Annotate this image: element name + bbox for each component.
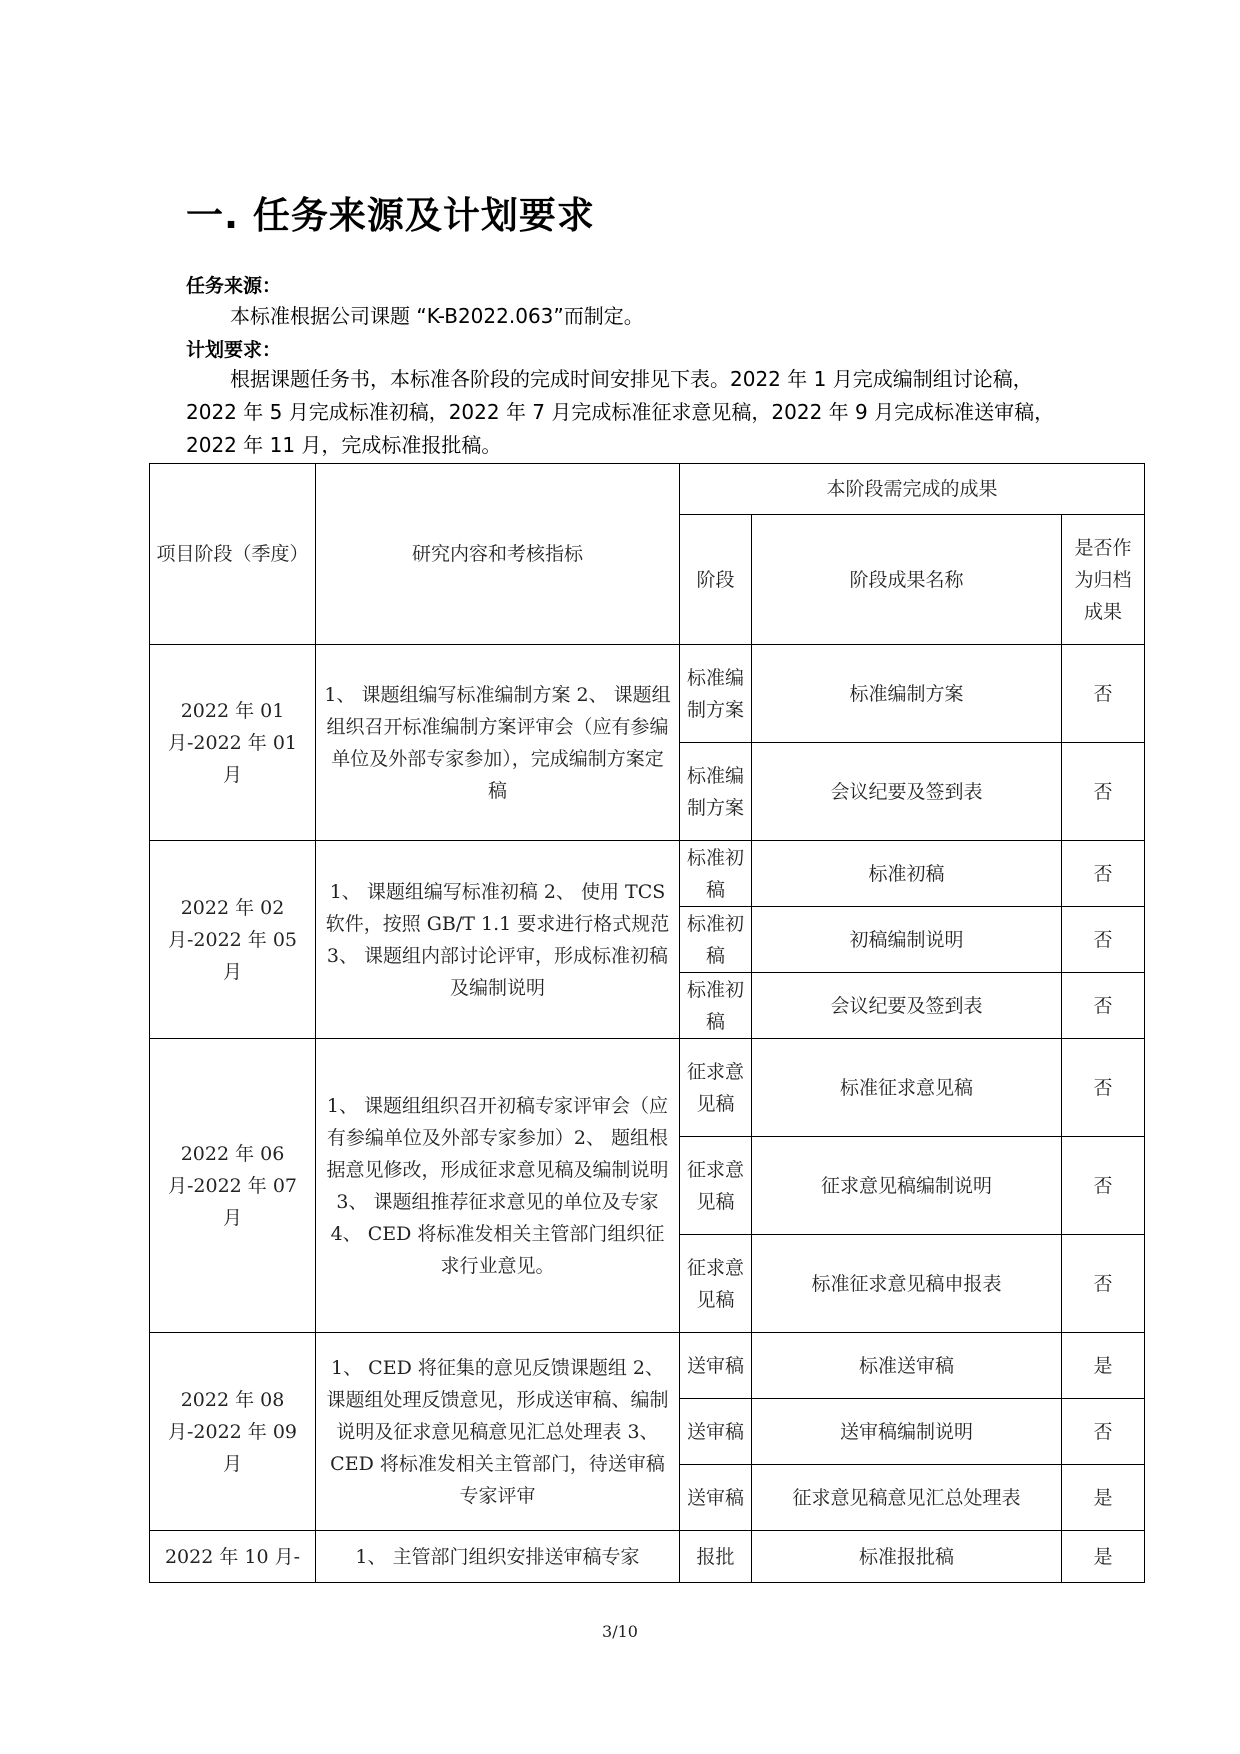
plan-requirements-label: 计划要求： [186, 339, 282, 361]
task-source-text: 本标准根据公司课题 “K-B2022.063”而制定。 [230, 304, 644, 328]
stage-cell: 标准编制方案 [680, 645, 752, 743]
stage-cell: 送审稿 [680, 1465, 752, 1531]
archive-cell: 是 [1062, 1465, 1145, 1531]
header-content: 研究内容和考核指标 [316, 464, 680, 645]
archive-cell: 否 [1062, 1399, 1145, 1465]
table-row [150, 1039, 1145, 1137]
stage-cell: 标准初稿 [680, 841, 752, 907]
phase-cell: 2022 年 06 月-2022 年 07 月 [150, 1039, 316, 1333]
result-name-cell: 标准编制方案 [752, 645, 1062, 743]
result-name-cell: 初稿编制说明 [752, 907, 1062, 973]
content-cell: 1、 课题组编写标准编制方案 2、 课题组组织召开标准编制方案评审会（应有参编单位及外部专家参加），完成编制方案定稿 [316, 645, 680, 841]
stage-cell: 标准初稿 [680, 907, 752, 973]
archive-cell: 是 [1062, 1333, 1145, 1399]
stage-cell: 征求意见稿 [680, 1137, 752, 1235]
stage-cell: 送审稿 [680, 1333, 752, 1399]
header-archive: 是否作为归档成果 [1062, 515, 1145, 645]
result-name-cell: 标准征求意见稿 [752, 1039, 1062, 1137]
archive-cell: 否 [1062, 907, 1145, 973]
phase-cell: 2022 年 10 月- [150, 1531, 316, 1583]
header-result-name: 阶段成果名称 [752, 515, 1062, 645]
archive-cell: 否 [1062, 743, 1145, 841]
stage-cell: 标准编制方案 [680, 743, 752, 841]
content-cell: 1、 主管部门组织安排送审稿专家 [316, 1531, 680, 1583]
phase-cell: 2022 年 08 月-2022 年 09 月 [150, 1333, 316, 1531]
stage-cell: 送审稿 [680, 1399, 752, 1465]
stage-cell: 标准初稿 [680, 973, 752, 1039]
table-header-row [150, 464, 1145, 515]
archive-cell: 否 [1062, 1039, 1145, 1137]
result-name-cell: 会议纪要及签到表 [752, 743, 1062, 841]
result-name-cell: 标准报批稿 [752, 1531, 1062, 1583]
result-name-cell: 标准征求意见稿申报表 [752, 1235, 1062, 1333]
phase-cell: 2022 年 02 月-2022 年 05 月 [150, 841, 316, 1039]
task-source-label: 任务来源： [186, 275, 282, 297]
plan-requirements-text: 根据课题任务书，本标准各阶段的完成时间安排见下表。2022 年 1 月完成编制组讨论稿，2022 年 5 月完成标准初稿，2022 年 7 月完成标准征求意见稿，2022 年 9 月完成标准送审稿，2022 年 11 月，完成标准报批稿。 [186, 367, 1055, 457]
result-name-cell: 标准送审稿 [752, 1333, 1062, 1399]
archive-cell: 是 [1062, 1531, 1145, 1583]
schedule-table [149, 463, 1145, 1583]
section-heading: 一. 任务来源及计划要求 [186, 194, 595, 237]
table-row [150, 1333, 1145, 1399]
header-stage: 阶段 [680, 515, 752, 645]
phase-cell: 2022 年 01 月-2022 年 01 月 [150, 645, 316, 841]
result-name-cell: 送审稿编制说明 [752, 1399, 1062, 1465]
table-row [150, 1531, 1145, 1583]
archive-cell: 否 [1062, 973, 1145, 1039]
result-name-cell: 标准初稿 [752, 841, 1062, 907]
archive-cell: 否 [1062, 645, 1145, 743]
result-name-cell: 会议纪要及签到表 [752, 973, 1062, 1039]
stage-cell: 报批 [680, 1531, 752, 1583]
page-number: 3/10 [602, 1622, 638, 1641]
stage-cell: 征求意见稿 [680, 1039, 752, 1137]
content-cell: 1、 课题组组织召开初稿专家评审会（应有参编单位及外部专家参加）2、 题组根据意见修改，形成征求意见稿及编制说明 3、 课题组推荐征求意见的单位及专家 4、 CED 将标准发相关主管部门组织征求行业意见。 [316, 1039, 680, 1333]
table-row [150, 841, 1145, 907]
content-cell: 1、 CED 将征集的意见反馈课题组 2、 课题组处理反馈意见，形成送审稿、编制说明及征求意见稿意见汇总处理表 3、 CED 将标准发相关主管部门，待送审稿专家评审 [316, 1333, 680, 1531]
archive-cell: 否 [1062, 1235, 1145, 1333]
result-name-cell: 征求意见稿编制说明 [752, 1137, 1062, 1235]
archive-cell: 否 [1062, 841, 1145, 907]
header-phase: 项目阶段（季度） [150, 464, 316, 645]
stage-cell: 征求意见稿 [680, 1235, 752, 1333]
content-cell: 1、 课题组编写标准初稿 2、 使用 TCS 软件，按照 GB/T 1.1 要求进行格式规范 3、 课题组内部讨论评审，形成标准初稿及编制说明 [316, 841, 680, 1039]
table-row [150, 645, 1145, 743]
archive-cell: 否 [1062, 1137, 1145, 1235]
result-name-cell: 征求意见稿意见汇总处理表 [752, 1465, 1062, 1531]
header-results: 本阶段需完成的成果 [680, 464, 1145, 515]
